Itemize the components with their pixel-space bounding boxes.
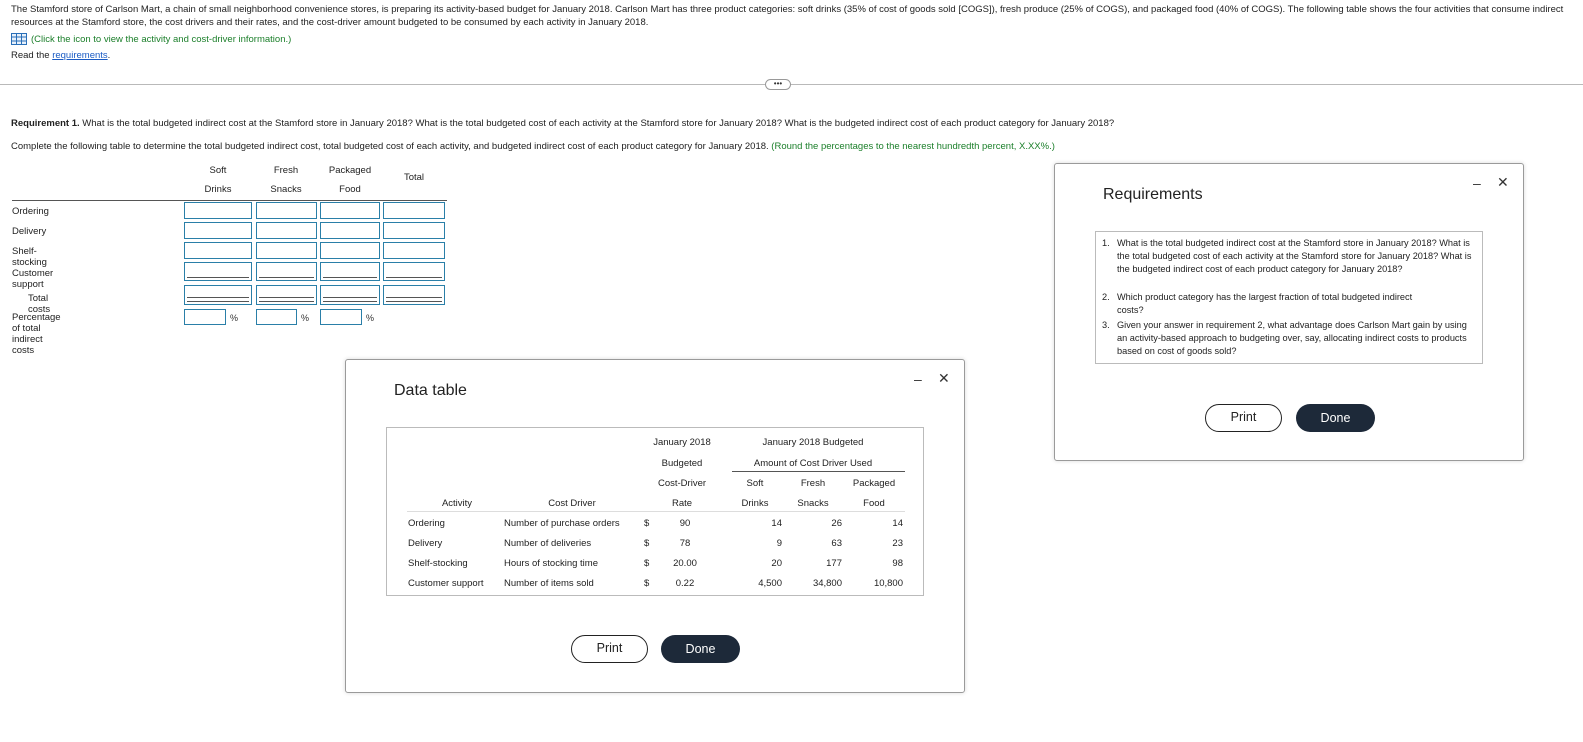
- row-activity: Delivery: [408, 538, 443, 549]
- input-ordering-soft[interactable]: [184, 202, 252, 219]
- input-delivery-soft[interactable]: [184, 222, 252, 239]
- done-button[interactable]: Done: [1296, 404, 1375, 432]
- input-support-soft[interactable]: [184, 262, 252, 281]
- input-shelf-soft[interactable]: [184, 242, 252, 259]
- data-table: [386, 427, 924, 596]
- row-label-ordering: Ordering: [12, 206, 49, 217]
- read-suffix: .: [107, 50, 111, 61]
- requirements-link[interactable]: requirements: [52, 50, 108, 61]
- minimize-icon[interactable]: –: [1473, 175, 1481, 191]
- row-fresh: 63: [831, 538, 842, 549]
- input-delivery-total[interactable]: [383, 222, 445, 239]
- read-prefix: Read the: [11, 50, 53, 61]
- requirement-text: Which product category has the largest fraction of total budgeted indirect costs?: [1117, 292, 1413, 315]
- data-table-link-text[interactable]: (Click the icon to view the activity and cost-driver information.): [31, 33, 292, 45]
- row-driver: Number of items sold: [504, 578, 594, 589]
- input-support-packaged[interactable]: [320, 262, 380, 281]
- row-label-total-costs: Total costs: [28, 293, 51, 315]
- row-soft: 14: [771, 518, 782, 529]
- requirement-item: [1102, 319, 1478, 358]
- section-divider: [0, 84, 1583, 85]
- col-head-line2: Total: [403, 172, 425, 183]
- requirement-item: [1102, 291, 1432, 317]
- requirements-list: [1095, 231, 1483, 364]
- row-activity: Shelf-stocking: [408, 558, 468, 569]
- row-label-shelf-stocking: Shelf-stocking: [12, 246, 47, 268]
- pct-symbol: %: [366, 313, 375, 323]
- requirement-item: [1102, 237, 1478, 276]
- row-fresh: 34,800: [812, 578, 842, 589]
- head-pack-l2: Food: [863, 498, 885, 509]
- pct-symbol: %: [301, 313, 310, 323]
- input-support-total[interactable]: [383, 262, 445, 281]
- row-label-delivery: Delivery: [12, 226, 47, 237]
- col-head-total: [379, 165, 449, 184]
- modal-title: Data table: [394, 382, 467, 399]
- row-label-percentage: Percentage of total indirect costs: [12, 312, 61, 356]
- input-delivery-packaged[interactable]: [320, 222, 380, 239]
- head-pack-l1: Packaged: [852, 478, 896, 489]
- row-soft: 4,500: [758, 578, 782, 589]
- col-head-line1: Fresh: [273, 165, 299, 176]
- input-pct-packaged[interactable]: [320, 309, 362, 325]
- head-amount-l2: Amount of Cost Driver Used: [753, 458, 873, 469]
- instructions-text: Complete the following table to determine the total budgeted indirect cost, total budgeted cost of each activity, and budgeted indirect cost of each product category for January 2018.: [11, 141, 772, 152]
- head-rate-l1: January 2018: [653, 437, 711, 448]
- col-head-line1: Soft: [209, 165, 227, 176]
- head-rate-l3: Cost-Driver: [657, 478, 707, 489]
- print-button[interactable]: Print: [1205, 404, 1282, 432]
- print-button[interactable]: Print: [571, 635, 648, 663]
- row-rate: 78: [679, 538, 691, 549]
- row-rate: 20.00: [673, 558, 697, 569]
- input-ordering-fresh[interactable]: [256, 202, 317, 219]
- row-soft: 9: [776, 538, 782, 549]
- head-cost-driver: Cost Driver: [548, 498, 596, 509]
- head-fresh-l2: Snacks: [797, 498, 829, 509]
- col-head-soft-drinks: [183, 165, 253, 196]
- data-table-link[interactable]: [11, 33, 291, 45]
- col-head-fresh-snacks: [251, 165, 321, 196]
- input-shelf-packaged[interactable]: [320, 242, 380, 259]
- row-currency: $: [644, 538, 650, 549]
- requirement-1-prompt: [11, 118, 1114, 129]
- problem-intro: The Stamford store of Carlson Mart, a chain of small neighborhood convenience stores, is preparing its activity-based budget for January 2018. Carlson Mart has three product categories: soft drinks (35% of cost of goods sold [COGS]), fresh produce (25% of COGS), and packaged food (40% of COGS). The following table shows the four activities that consume indirect resources at the Stamford store, the cost drivers and their rates, and the cost-driver amount budgeted to be consumed by each activity in January 2018.: [11, 4, 1564, 28]
- requirement-1-label: Requirement 1.: [11, 118, 80, 129]
- input-pct-soft[interactable]: [184, 309, 226, 325]
- row-driver: Number of deliveries: [504, 538, 592, 549]
- head-rate-l4: Rate: [671, 498, 693, 509]
- close-icon[interactable]: ✕: [1497, 174, 1509, 190]
- row-driver: Hours of stocking time: [504, 558, 598, 569]
- requirements-modal: [1054, 163, 1524, 461]
- requirement-number: 1.: [1102, 238, 1110, 248]
- header-rule: [12, 200, 447, 201]
- input-delivery-fresh[interactable]: [256, 222, 317, 239]
- input-shelf-total[interactable]: [383, 242, 445, 259]
- input-shelf-fresh[interactable]: [256, 242, 317, 259]
- col-head-line2: Drinks: [204, 184, 232, 195]
- requirement-number: 2.: [1102, 292, 1110, 302]
- data-table-modal: [345, 359, 965, 693]
- requirement-1-text: What is the total budgeted indirect cost at the Stamford store in January 2018? What is the total budgeted cost of each activity at the Stamford store for January 2018? What is the budgeted indirect cost of each product category for January 2018?: [79, 118, 1115, 129]
- row-activity: Ordering: [408, 518, 445, 529]
- requirement-number: 3.: [1102, 320, 1110, 330]
- input-pct-fresh[interactable]: [256, 309, 297, 325]
- row-pack: 14: [892, 518, 903, 529]
- row-driver: Number of purchase orders: [504, 518, 620, 529]
- pct-symbol: %: [230, 313, 239, 323]
- input-total-fresh[interactable]: [256, 285, 317, 305]
- row-pack: 10,800: [873, 578, 903, 589]
- close-icon[interactable]: ✕: [938, 370, 950, 386]
- row-label-customer-support: Customer support: [12, 268, 54, 290]
- row-soft: 20: [771, 558, 782, 569]
- head-rate-l2: Budgeted: [661, 458, 703, 469]
- input-ordering-total[interactable]: [383, 202, 445, 219]
- row-pack: 23: [892, 538, 903, 549]
- input-total-total[interactable]: [383, 285, 445, 305]
- row-rate: 0.22: [675, 578, 695, 589]
- done-button[interactable]: Done: [661, 635, 740, 663]
- input-total-packaged[interactable]: [320, 285, 380, 305]
- instructions: [11, 141, 1055, 152]
- requirement-text: What is the total budgeted indirect cost at the Stamford store in January 2018? What is the total budgeted cost of each activity at the Stamford store for January 2018? What is the budgeted indirect cost of each product category for January 2018?: [1117, 238, 1472, 274]
- row-currency: $: [644, 578, 650, 589]
- head-soft-l2: Drinks: [741, 498, 769, 509]
- col-head-line1: Packaged: [328, 165, 372, 176]
- row-rate: 90: [679, 518, 691, 529]
- row-fresh: 177: [826, 558, 842, 569]
- col-head-packaged-food: [315, 165, 385, 196]
- minimize-icon[interactable]: –: [914, 371, 922, 387]
- input-ordering-packaged[interactable]: [320, 202, 380, 219]
- head-activity: Activity: [441, 498, 473, 509]
- row-activity: Customer support: [408, 578, 484, 589]
- header-bottom-rule: [407, 511, 905, 512]
- modal-title: Requirements: [1103, 186, 1203, 203]
- input-total-soft[interactable]: [184, 285, 252, 305]
- expand-button[interactable]: •••: [765, 79, 791, 90]
- row-fresh: 26: [831, 518, 842, 529]
- col-head-line2: Food: [339, 184, 361, 195]
- head-amount-l1: January 2018 Budgeted: [762, 437, 864, 448]
- read-requirements: [11, 50, 110, 61]
- rounding-hint: (Round the percentages to the nearest hundredth percent, X.XX%.): [771, 141, 1055, 152]
- head-fresh-l1: Fresh: [800, 478, 826, 489]
- input-support-fresh[interactable]: [256, 262, 317, 281]
- row-currency: $: [644, 558, 650, 569]
- table-icon[interactable]: [11, 33, 27, 45]
- amount-rule: [732, 471, 905, 472]
- requirement-text: Given your answer in requirement 2, what advantage does Carlson Mart gain by using an activity-based approach to budgeting over, say, allocating indirect costs to products based on cost of goods sold?: [1117, 320, 1467, 356]
- col-head-line2: Snacks: [270, 184, 302, 195]
- head-soft-l1: Soft: [746, 478, 764, 489]
- row-pack: 98: [892, 558, 903, 569]
- row-currency: $: [644, 518, 650, 529]
